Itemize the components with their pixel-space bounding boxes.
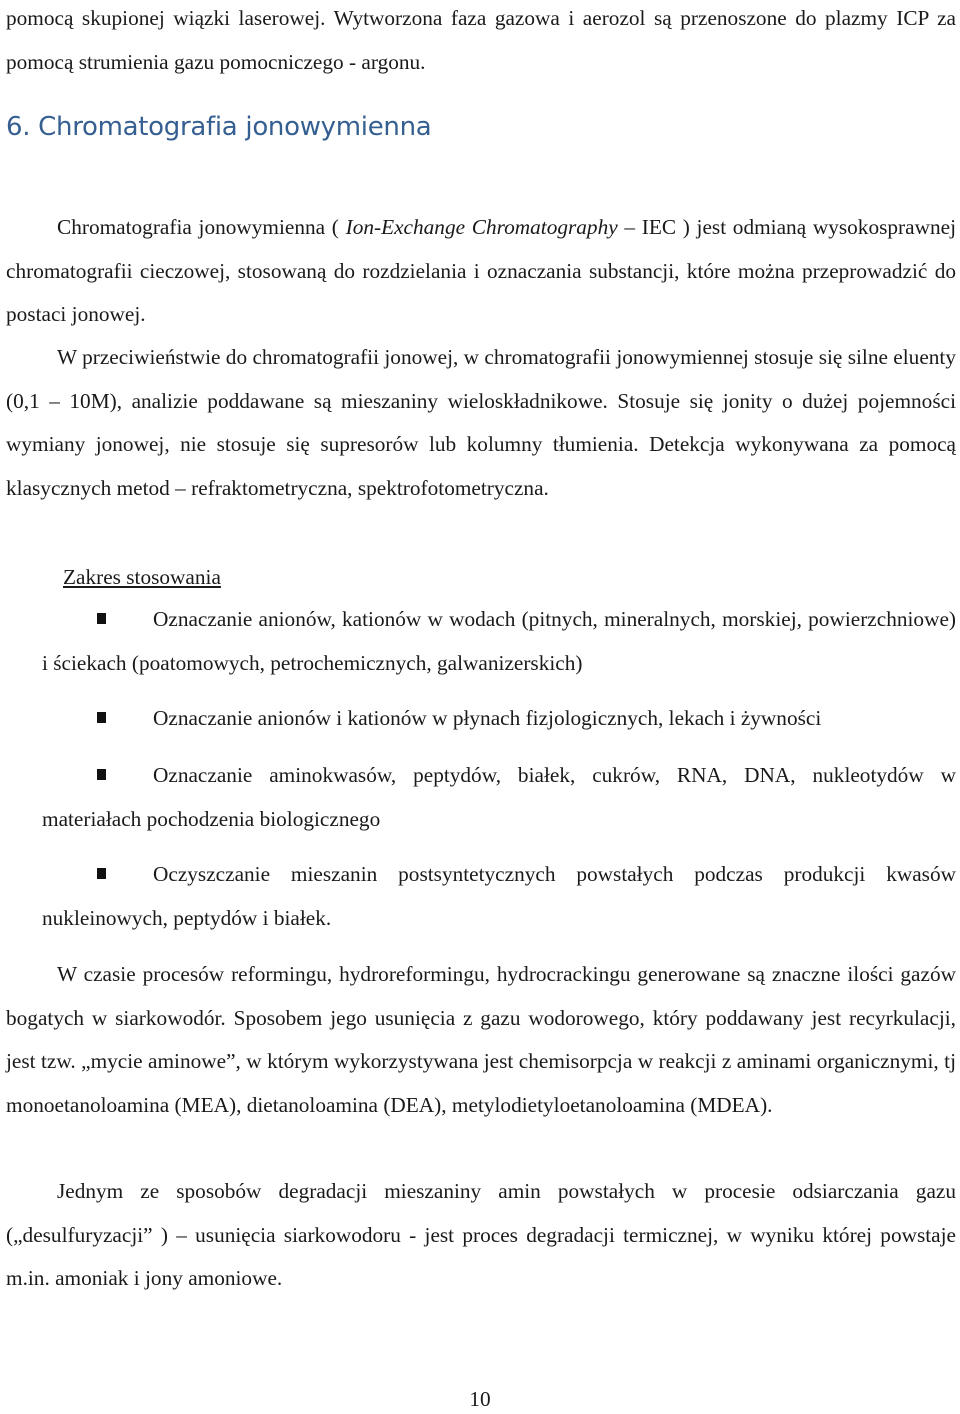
reforming-paragraph: W czasie procesów reformingu, hydroreformingu, hydrocrackingu generowane są znaczne ilości gazów bogatych w siarkowodór. Sposobem jego usunięcia z gazu wodorowego, który poddawany jest recyrkulacji, jest tzw. „mycie aminowe”, w którym wykorzystywana jest chemisorpcja w reakcji z aminami organicznymi, tj monoetanoloamina (MEA), dietanoloamina (DEA), metylodietyloetanoloamina (MDEA).	[6, 962, 956, 1117]
list-item: Oznaczanie anionów i kationów w płynach fizjologicznych, lekach i żywności	[42, 697, 956, 741]
scope-list	[42, 598, 956, 685]
comparison-paragraph: W przeciwieństwie do chromatografii jonowej, w chromatografii jonowymiennej stosuje się silne eluenty (0,1 – 10M), analizie poddawane są mieszaniny wieloskładnikowe. Stosuje się jonity o dużej pojemności wymiany jonowej, nie stosuje się supresorów lub kolumny tłumienia. Detekcja wykonywana za pomocą klasycznych metod – refraktometryczna, spektrofotometryczna.	[6, 345, 956, 500]
square-bullet-icon	[97, 712, 106, 723]
square-bullet-icon	[97, 613, 106, 624]
degradation-paragraph: Jednym ze sposobów degradacji mieszaniny amin powstałych w procesie odsiarczania gazu („desulfuryzacji” ) – usunięcia siarkowodoru - jest proces degradacji termicznej, w wyniku której powstaje m.in. amoniak i jony amoniowe.	[6, 1179, 956, 1290]
scope-list-3	[42, 754, 956, 841]
list-item: Oznaczanie aminokwasów, peptydów, białek, cukrów, RNA, DNA, nukleotydów w materiałach pochodzenia biologicznego	[42, 763, 956, 831]
square-bullet-icon	[97, 769, 106, 780]
definition-paragraph	[6, 206, 956, 337]
scope-list-2	[42, 697, 956, 741]
scope-heading: Zakres stosowania	[63, 565, 221, 589]
square-bullet-icon	[97, 868, 106, 879]
scope-list-4	[42, 853, 956, 940]
definition-text-end: – IEC ) jest odmianą wysokosprawnej chromatografii cieczowej, stosowaną do rozdzielania i oznaczania substancji, które można przeprowadzić do postaci jonowej.	[6, 215, 956, 326]
definition-text-start: Chromatografia jonowymienna (	[57, 215, 346, 239]
intro-paragraph: pomocą skupionej wiązki laserowej. Wytworzona faza gazowa i aerozol są przenoszone do plazmy ICP za pomocą strumienia gazu pomocniczego - argonu.	[6, 6, 956, 74]
list-item: Oznaczanie anionów, kationów w wodach (pitnych, mineralnych, morskiej, powierzchniowe) i ściekach (poatomowych, petrochemicznych, galwanizerskich)	[42, 607, 956, 675]
list-item: Oczyszczanie mieszanin postsyntetycznych powstałych podczas produkcji kwasów nukleinowych, peptydów i białek.	[42, 862, 956, 930]
definition-english-term: Ion-Exchange Chromatography	[345, 215, 618, 239]
section-heading: 6. Chromatografia jonowymienna	[6, 112, 432, 142]
page-number: 10	[469, 1387, 491, 1411]
